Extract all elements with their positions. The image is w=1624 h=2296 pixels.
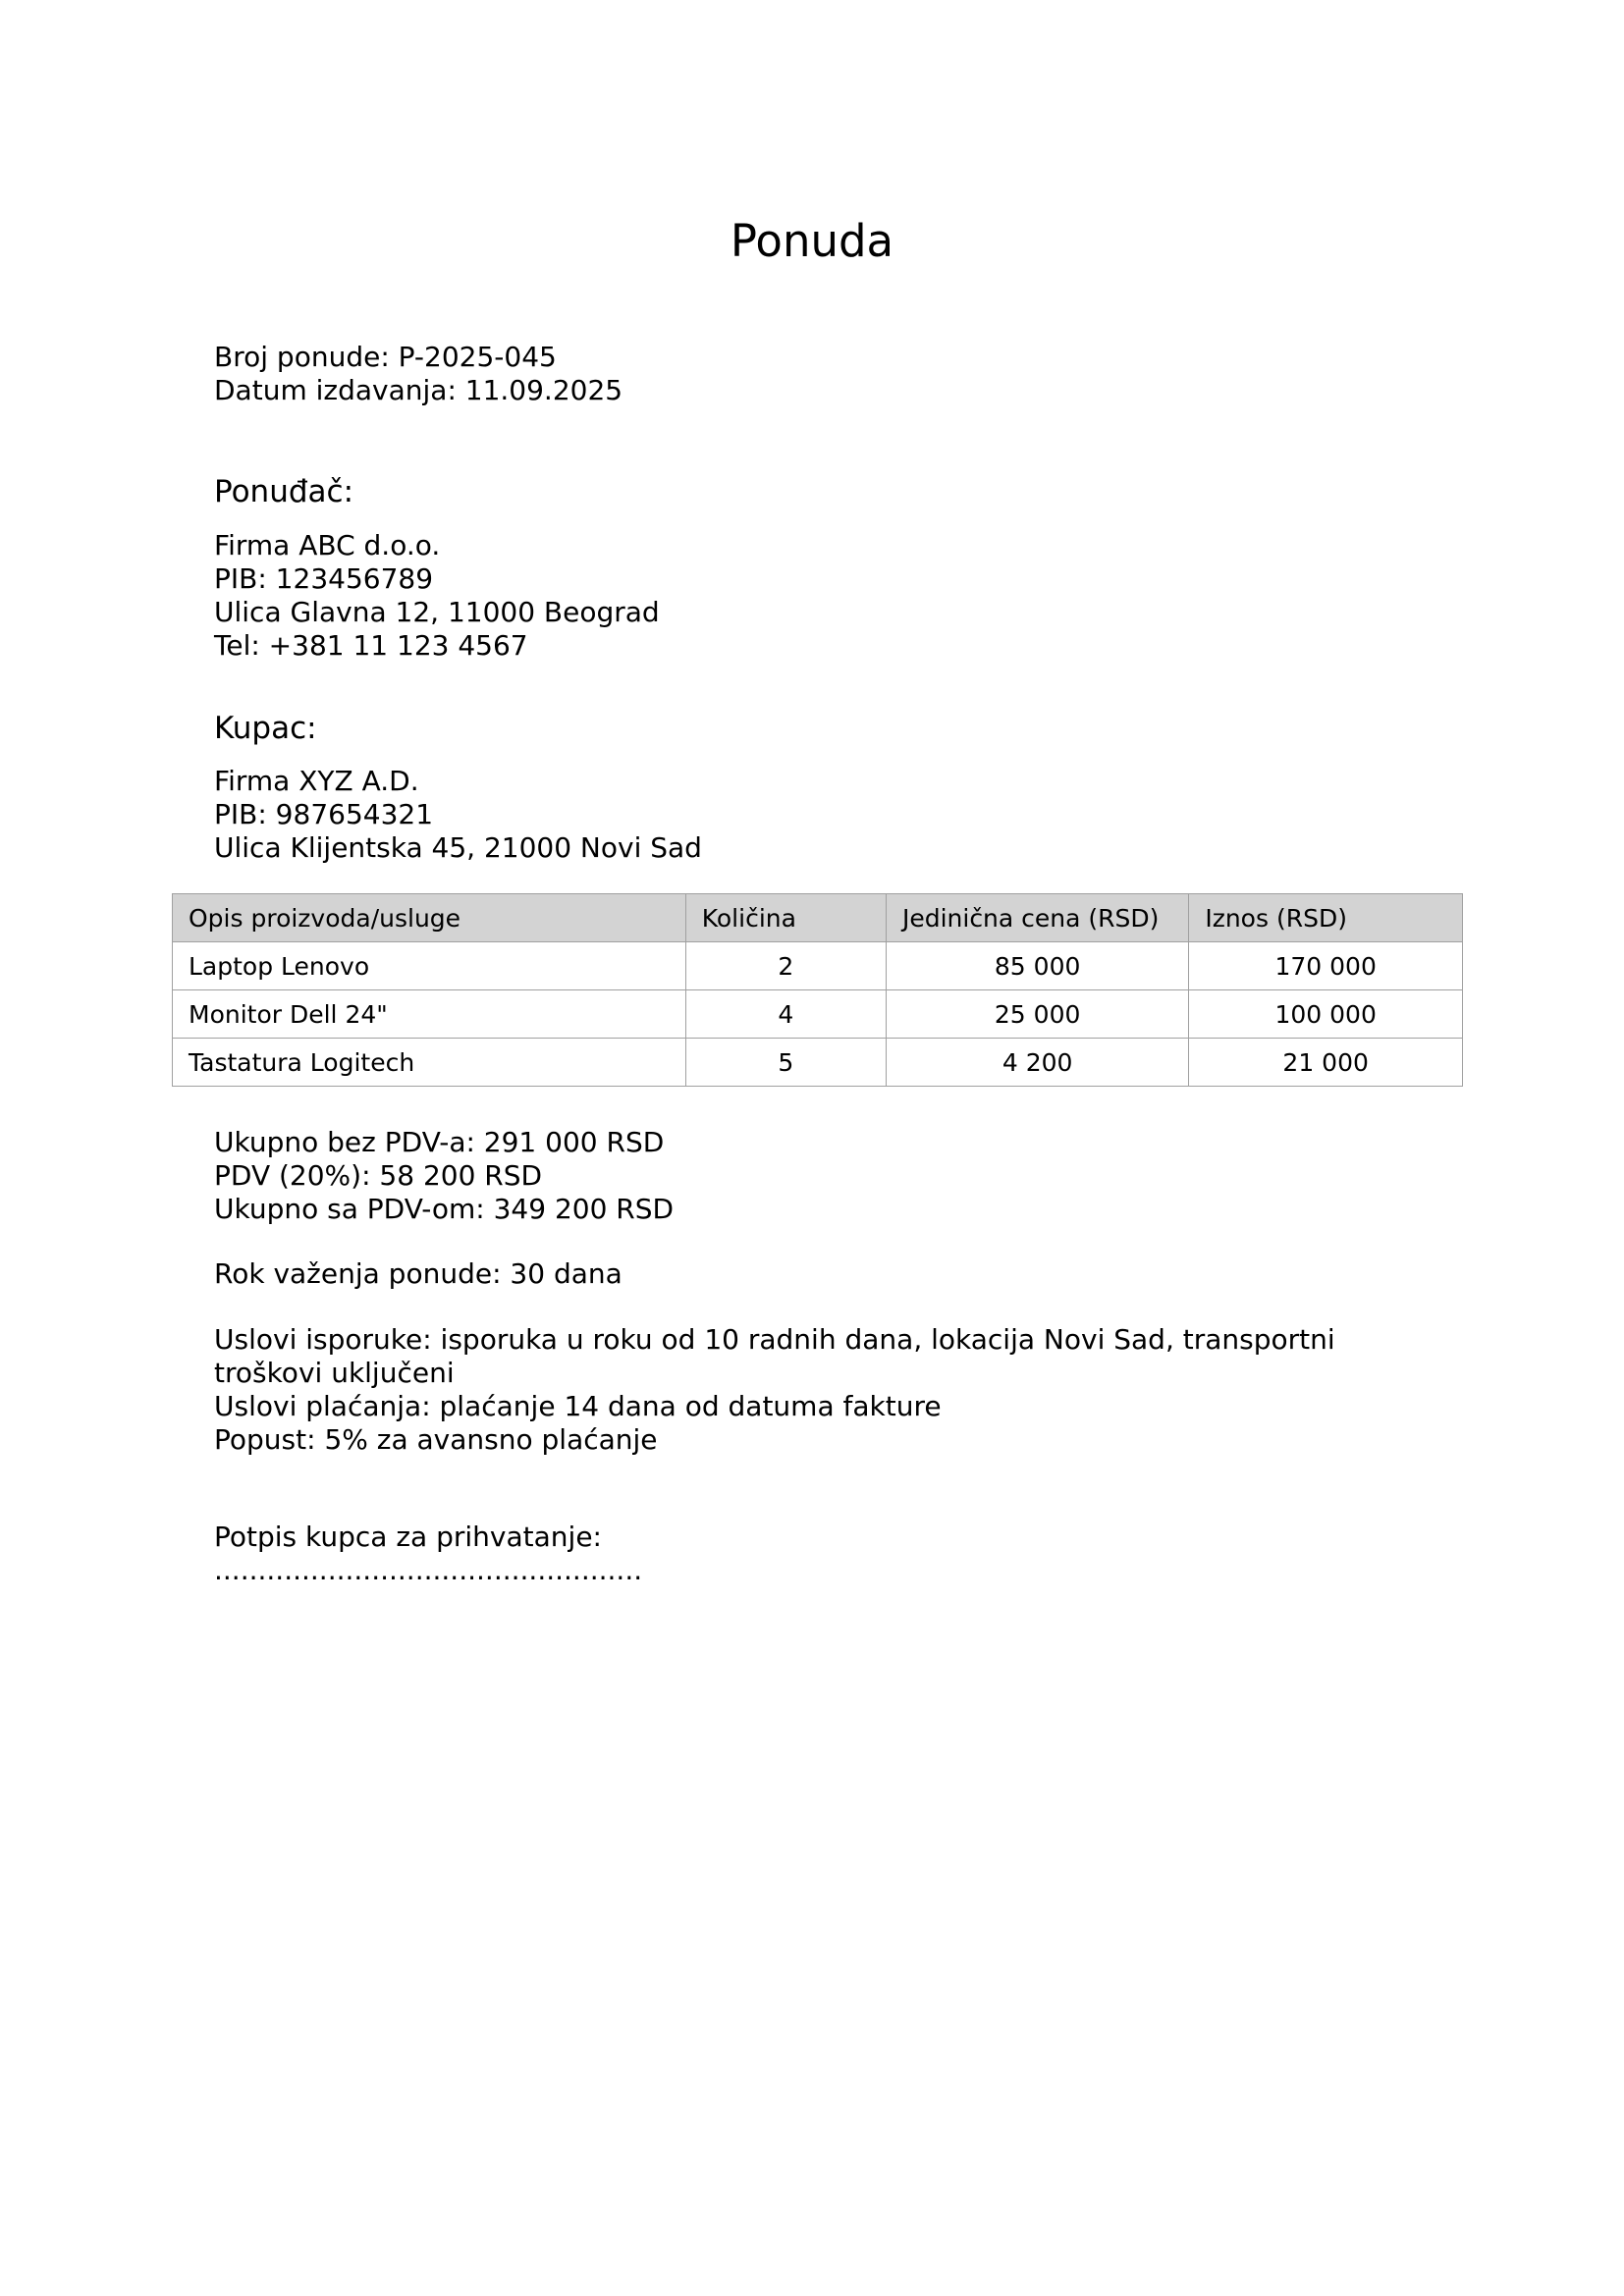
terms (214, 1323, 1373, 1457)
table-row (173, 942, 1463, 990)
total-net: Ukupno bez PDV-a: 291 000 RSD (214, 1126, 665, 1158)
customer-name: Firma XYZ A.D. (214, 765, 419, 797)
cell-unit-price: 4 200 (886, 1039, 1188, 1087)
signature-line: ................................................. (214, 1554, 643, 1586)
delivery-terms: Uslovi isporuke: isporuka u roku od 10 radnih dana, lokacija Novi Sad, transportni troškovi uključeni (214, 1323, 1335, 1389)
total-gross: Ukupno sa PDV-om: 349 200 RSD (214, 1193, 675, 1225)
offer-number: Broj ponude: P-2025-045 (214, 341, 557, 373)
table-header-row (173, 894, 1463, 942)
customer-pib: PIB: 987654321 (214, 798, 434, 830)
offer-info (214, 341, 623, 407)
cell-amount: 21 000 (1189, 1039, 1463, 1087)
discount-terms: Popust: 5% za avansno plaćanje (214, 1423, 658, 1456)
supplier-phone: Tel: +381 11 123 4567 (214, 629, 528, 662)
supplier-name: Firma ABC d.o.o. (214, 529, 441, 561)
table-row (173, 990, 1463, 1039)
cell-description: Monitor Dell 24" (173, 990, 686, 1039)
supplier-pib: PIB: 123456789 (214, 562, 434, 595)
header-description: Opis proizvoda/usluge (173, 894, 686, 942)
header-amount: Iznos (RSD) (1189, 894, 1463, 942)
customer-address: Ulica Klijentska 45, 21000 Novi Sad (214, 831, 702, 864)
validity-text: Rok važenja ponude: 30 dana (214, 1257, 623, 1290)
cell-description: Tastatura Logitech (173, 1039, 686, 1087)
payment-terms: Uslovi plaćanja: plaćanje 14 dana od datuma fakture (214, 1390, 942, 1422)
supplier-address: Ulica Glavna 12, 11000 Beograd (214, 596, 660, 628)
offer-date: Datum izdavanja: 11.09.2025 (214, 374, 623, 406)
customer-heading: Kupac: (214, 711, 317, 746)
signature-label: Potpis kupca za prihvatanje: (214, 1521, 602, 1553)
items-table (172, 893, 1463, 1087)
cell-unit-price: 85 000 (886, 942, 1188, 990)
cell-amount: 170 000 (1189, 942, 1463, 990)
cell-quantity: 2 (685, 942, 886, 990)
validity (214, 1257, 623, 1291)
cell-unit-price: 25 000 (886, 990, 1188, 1039)
signature-section (214, 1521, 642, 1587)
total-vat: PDV (20%): 58 200 RSD (214, 1159, 543, 1192)
totals (214, 1126, 674, 1226)
supplier-details (214, 529, 660, 663)
header-unit-price: Jedinična cena (RSD) (886, 894, 1188, 942)
cell-quantity: 4 (685, 990, 886, 1039)
supplier-heading: Ponuđač: (214, 474, 354, 509)
header-quantity: Količina (685, 894, 886, 942)
cell-description: Laptop Lenovo (173, 942, 686, 990)
cell-quantity: 5 (685, 1039, 886, 1087)
table-row (173, 1039, 1463, 1087)
document-title: Ponuda (730, 215, 894, 267)
cell-amount: 100 000 (1189, 990, 1463, 1039)
customer-details (214, 765, 702, 865)
